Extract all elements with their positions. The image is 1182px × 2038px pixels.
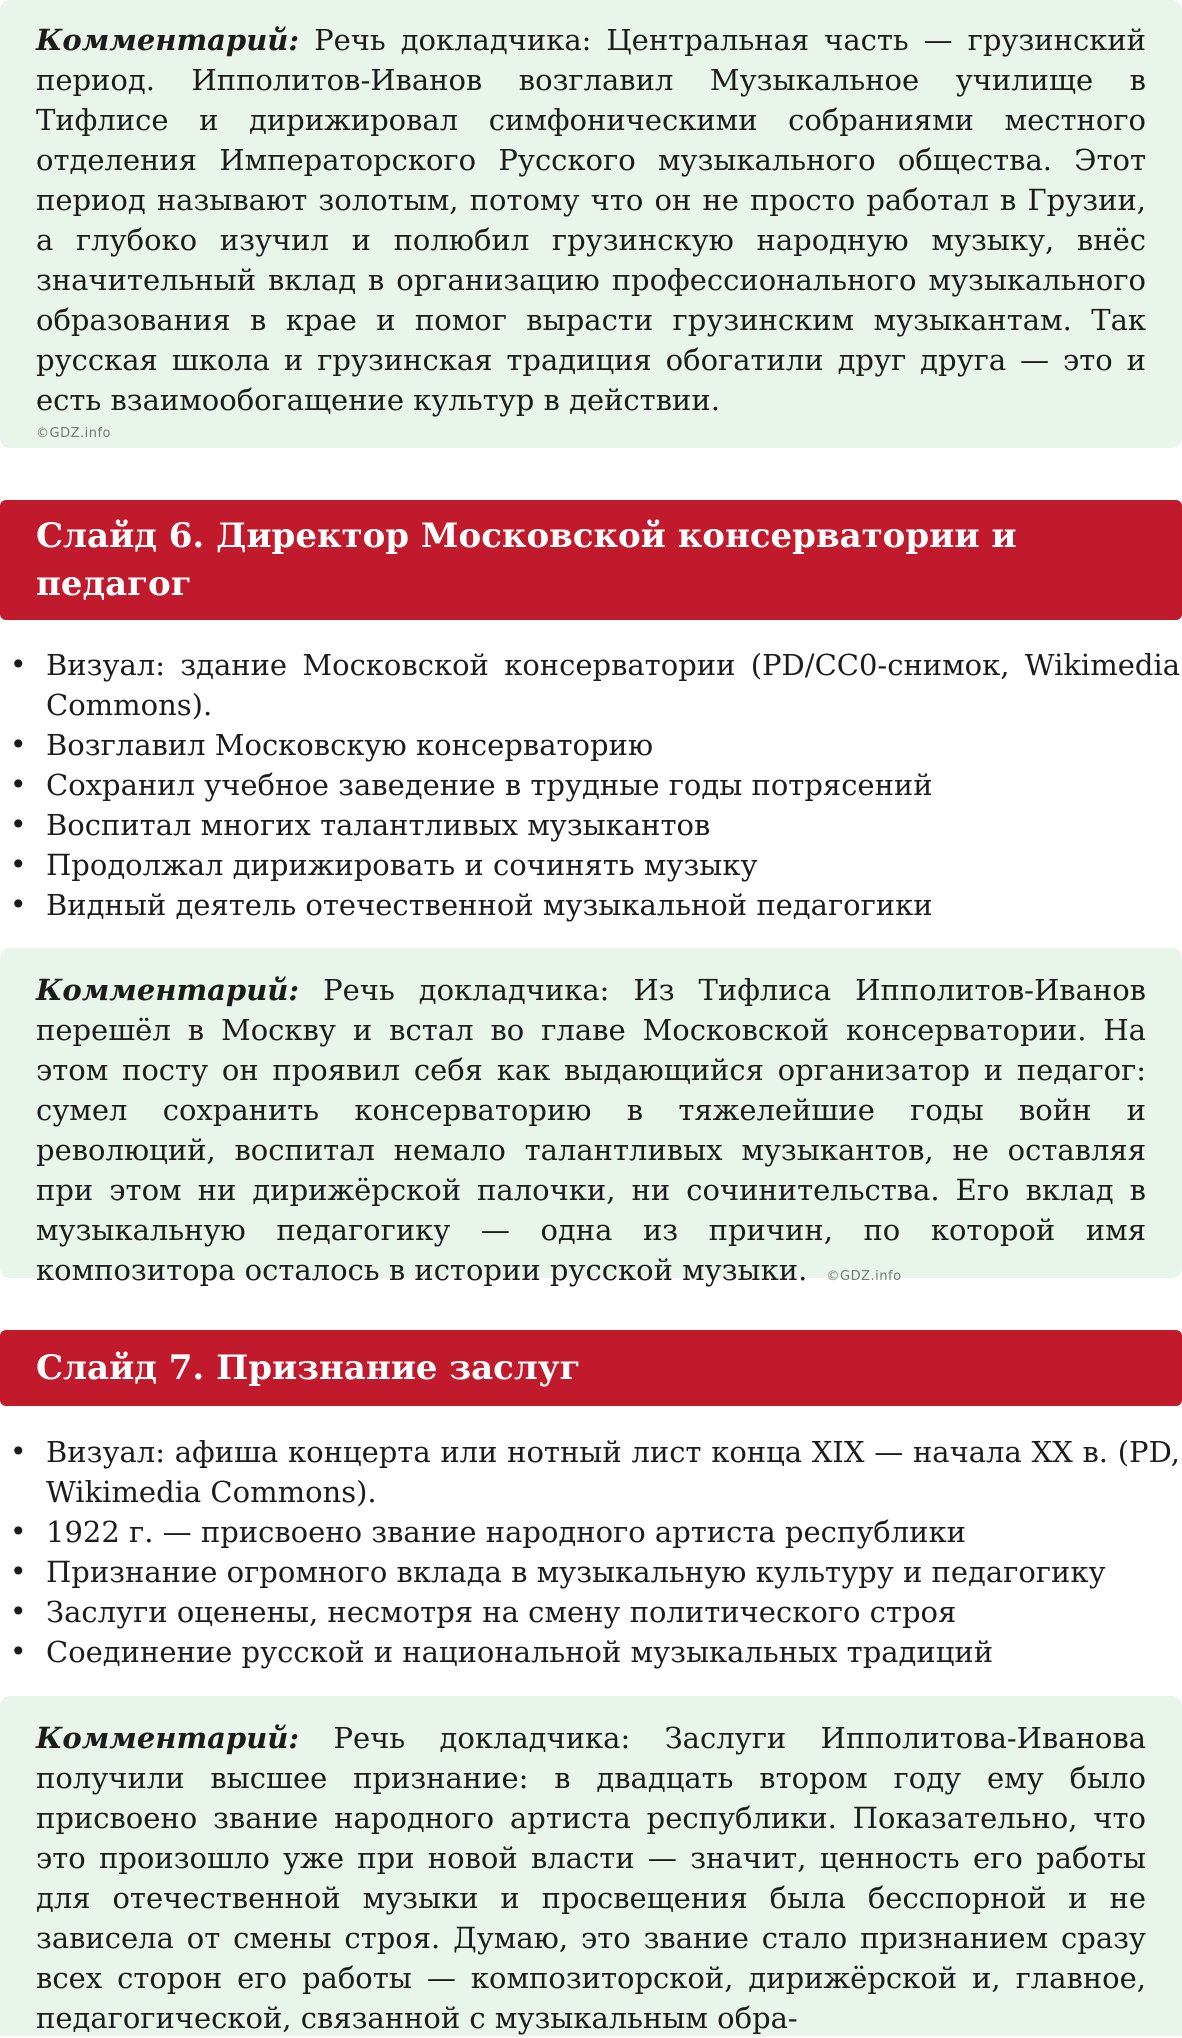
slide-6-bullets bbox=[0, 645, 1182, 925]
copyright-mark: ©GDZ.info bbox=[36, 426, 112, 441]
comment-lead: Комментарий: bbox=[36, 1721, 300, 1755]
list-item: • Соединение русской и национальной музыкальных традиций bbox=[0, 1632, 1182, 1672]
list-item: • Сохранил учебное заведение в трудные годы потрясений bbox=[0, 765, 1182, 805]
comment-box bbox=[0, 948, 1182, 1287]
comment-box bbox=[0, 1696, 1182, 2036]
list-item: • Признание огромного вклада в музыкальную культуру и педагогику bbox=[0, 1552, 1182, 1592]
slide-6-header bbox=[0, 500, 1182, 620]
copyright-mark: ©GDZ.info bbox=[826, 1269, 902, 1284]
comment-lead: Комментарий: bbox=[36, 973, 300, 1007]
list-item: • Заслуги оценены, несмотря на смену политического строя bbox=[0, 1592, 1182, 1632]
comment-box bbox=[0, 0, 1182, 448]
slide-7-bullets bbox=[0, 1432, 1182, 1672]
list-item: • 1922 г. — присвоено звание народного артиста республики bbox=[0, 1512, 1182, 1552]
comment-lead: Комментарий: bbox=[36, 23, 300, 57]
list-item: • Визуал: здание Московской консерватории (PD/CC0-снимок, Wikimedia Commons). bbox=[0, 645, 1182, 725]
comment-text: Речь докладчика: Заслуги Ипполитова-Иванова получили высшее признание: в двадцать втором году ему было присвоено звание народного артиста республики. Показательно, что это произошло уже при новой власти — значит, ценность его работы для отечественной музыки и просвещения была бесспорной и не зависела от смены строя. Думаю, это звание стало признанием сразу всех сторон его работы — композиторской, дирижёрской и, главное, педагогической, связанной с музыкальным обра- bbox=[36, 1721, 1146, 2035]
list-item: • Визуал: афиша концерта или нотный лист конца XIX — начала XX в. (PD, Wikimedia Commons). bbox=[0, 1432, 1182, 1512]
slide-7-title: Слайд 7. Признание заслуг bbox=[36, 1348, 581, 1388]
list-item: • Воспитал многих талантливых музыкантов bbox=[0, 805, 1182, 845]
list-item: • Возглавил Московскую консерваторию bbox=[0, 725, 1182, 765]
slide-7-header bbox=[0, 1330, 1182, 1406]
list-item: • Видный деятель отечественной музыкальной педагогики bbox=[0, 885, 1182, 925]
slide-6-title: Слайд 6. Директор Московской консерватории и педагог bbox=[36, 516, 1017, 604]
comment-text: Речь докладчика: Из Тифлиса Ипполитов-Иванов перешёл в Москву и встал во главе Московской консерватории. На этом посту он проявил себя как выдающийся организатор и педагог: сумел сохранить консерваторию в тяжелейшие годы войн и революций, воспитал немало талантливых музыкантов, не оставляя при этом ни дирижёрской палочки, ни сочинительства. Его вклад в музыкальную педагогику — одна из причин, по которой имя композитора осталось в истории русской музыки. bbox=[36, 973, 1146, 1287]
comment-text: Речь докладчика: Центральная часть — грузинский период. Ипполитов-Иванов возглавил Музыкальное училище в Тифлисе и дирижировал симфоническими собраниями местного отделения Императорского Русского музыкального общества. Этот период называют золотым, потому что он не просто работал в Грузии, а глубоко изучил и полюбил грузинскую народную музыку, внёс значительный вклад в организацию профессионального музыкального образования в крае и помог вырасти грузинским музыкантам. Так русская школа и грузинская традиция обогатили друг друга — это и есть взаимообогащение культур в действии. bbox=[36, 23, 1146, 417]
list-item: • Продолжал дирижировать и сочинять музыку bbox=[0, 845, 1182, 885]
